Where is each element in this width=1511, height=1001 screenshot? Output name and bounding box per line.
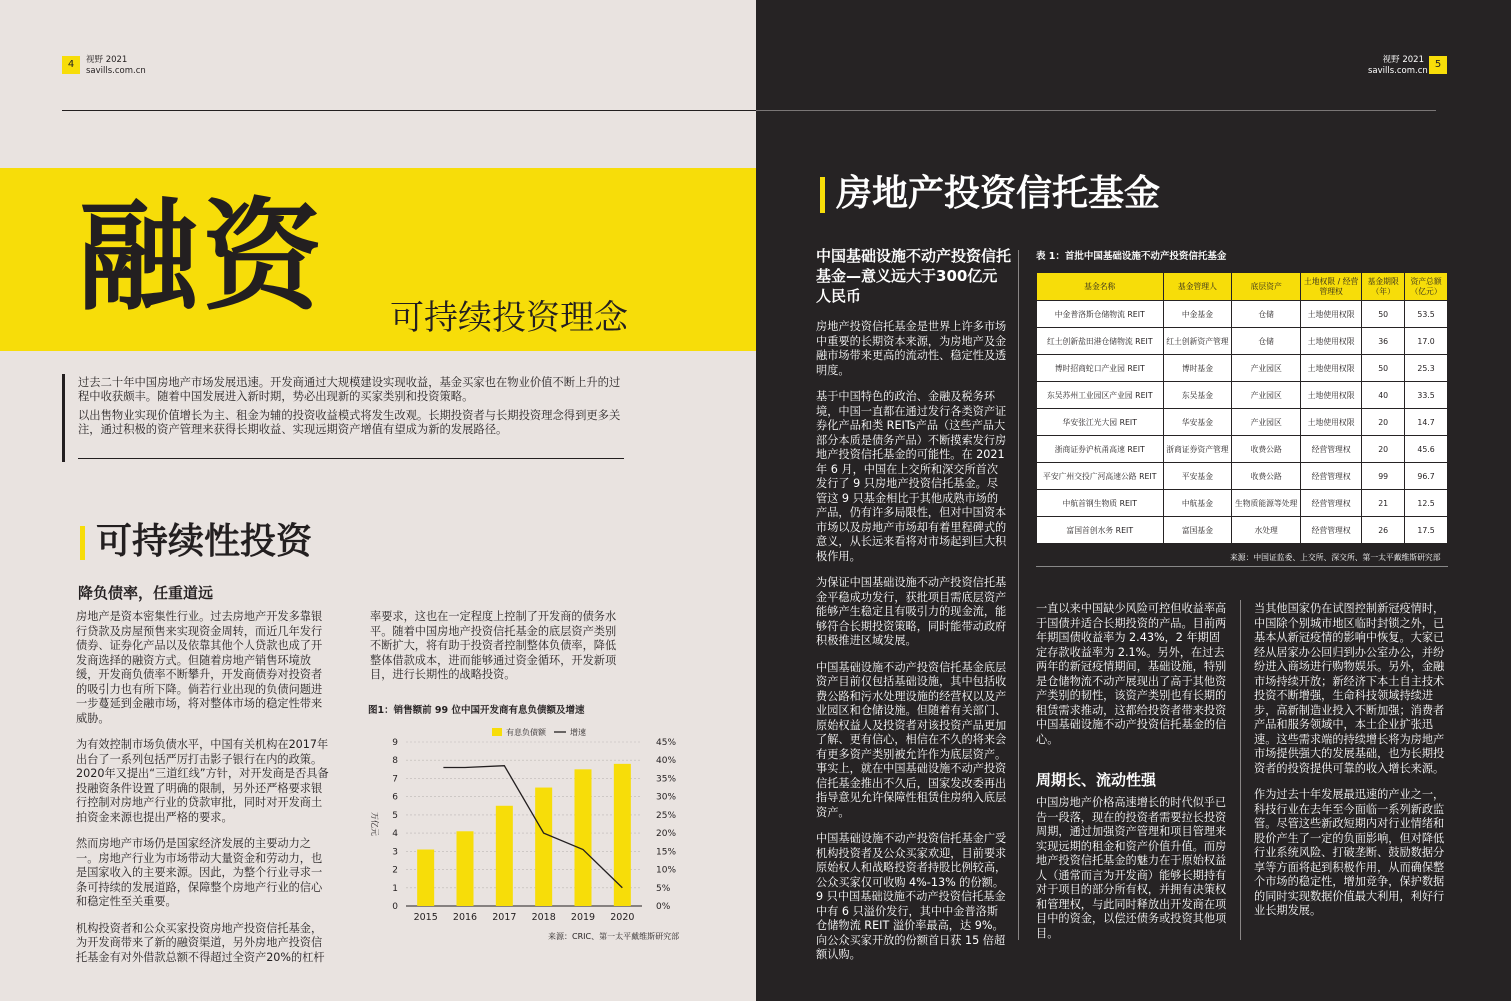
legend-swatch-bar [492, 728, 502, 736]
section-marker [820, 177, 825, 213]
table-cell: 土地使用权限 [1301, 382, 1362, 409]
bar [614, 764, 631, 906]
table-row [1037, 490, 1448, 517]
paragraph: 率要求，这也在一定程度上控制了开发商的债务水平。随着中国房地产投资信托基金的底层资产类别不断扩大，将有助于投资者控制整体负债率，降低整体借款成本，进而能够通过资金循环，开发新项目，进行长期性的战略投资。 [370, 610, 617, 681]
table-rule [1036, 566, 1448, 567]
table-cell: 华安张江光大园 REIT [1037, 409, 1164, 436]
table-cell: 50 [1362, 355, 1405, 382]
table-cell: 土地使用权限 [1301, 301, 1362, 328]
x-tick-label: 2017 [492, 912, 517, 923]
paragraph: 作为过去十年发展最迅速的产业之一，科技行业在去年至今面临一系列新政监管。尽管这些新政短期内对行业情绪和股价产生了一定的负面影响，但对降低行业系统风险、打破垄断、鼓励数据分享等方面将起到积极作用，从而确保整个市场的稳定性，增加竞争，保护数据的同时实现数据价值最大利用，利好行业长期发展。 [1254, 788, 1445, 917]
x-tick-label: 2015 [413, 912, 438, 923]
paragraph: 当其他国家仍在试图控制新冠疫情时，中国除个别城市地区临时封锁之外，已基本从新冠疫情的影响中恢复。大家已经从居家办公回归到办公室办公，并纷纷进入商场进行购物娱乐。另外，金融市场持续开放；新经济下本土自主技术投资不断增强，生命科技领域持续进步，高新制造业投入不断加强；消费者产品和服务领域中，本土企业扩张迅速。这些需求端的持续增长将为房地产市场提供强大的发展基础，也为长期投资者的投资提供可靠的收入增长来源。 [1254, 602, 1445, 775]
y-tick-label: 1 [392, 883, 398, 894]
header-rule [756, 110, 1436, 111]
paragraph: 房地产投资信托基金是世界上许多市场中重要的长期资本来源，为房地产及金融市场带来更高的流动性、稳定性及透明度。 [816, 320, 1007, 377]
table-cell: 99 [1362, 463, 1405, 490]
table-cell: 东吴基金 [1163, 382, 1232, 409]
table-cell: 中航首钢生物质 REIT [1037, 490, 1164, 517]
x-tick-label: 2020 [610, 912, 635, 923]
y2-tick-label: 35% [656, 774, 677, 785]
table-row [1037, 517, 1448, 544]
table-cell: 中金普洛斯仓储物流 REIT [1037, 301, 1164, 328]
text-column-3 [1254, 602, 1446, 931]
y2-tick-label: 10% [656, 865, 677, 876]
table-cell: 17.0 [1405, 328, 1448, 355]
table-row [1037, 355, 1448, 382]
table-cell: 红土创新资产管理 [1163, 328, 1232, 355]
table-cell: 平安基金 [1163, 463, 1232, 490]
table-body [1037, 301, 1448, 544]
legend-label: 有息负债额 [506, 728, 546, 737]
y-tick-label: 6 [392, 792, 398, 803]
table-cell: 生物质能源等处理 [1232, 490, 1301, 517]
header-magazine: 视野 2021 [86, 55, 128, 65]
y2-tick-label: 20% [656, 829, 677, 840]
header-rule [62, 110, 756, 111]
y-tick-label: 7 [392, 774, 398, 785]
x-tick-label: 2016 [452, 912, 478, 923]
page-number: 4 [62, 56, 80, 74]
table-cell: 21 [1362, 490, 1405, 517]
section-title: 房地产投资信托基金 [836, 173, 1161, 214]
table-cell: 土地使用权限 [1301, 355, 1362, 382]
table-row [1037, 436, 1448, 463]
paragraph: 然而房地产市场仍是国家经济发展的主要动力之一。房地产行业为市场带动大量资金和劳动力，也是国家收入的主要来源。因此，为整个行业寻求一条可持续的发展道路，保障整个房地产行业的信心和稳定性至关重要。 [76, 837, 323, 908]
y2-tick-label: 45% [656, 738, 677, 748]
text-column-1 [76, 610, 332, 977]
table-cell: 53.5 [1405, 301, 1448, 328]
table-cell: 经营管理权 [1301, 517, 1362, 544]
column-rule [1018, 250, 1019, 940]
reit-table [1036, 272, 1448, 544]
table-header-cell: 土地权限 / 经营管理权 [1301, 273, 1362, 301]
bar [496, 806, 513, 906]
intro-bar [62, 374, 65, 462]
table-cell: 浙商证券资产管理 [1163, 436, 1232, 463]
table-cell: 富国首创水务 REIT [1037, 517, 1164, 544]
y-tick-label: 8 [392, 756, 398, 767]
section-marker [80, 526, 85, 560]
text-column-2b [1036, 796, 1228, 953]
y-axis-label: 万亿元 [370, 812, 379, 836]
paragraph: 一直以来中国缺少风险可控但收益率高于国债并适合长期投资的产品。目前两年期国债收益率为 2.43%，2 年期固定存款收益率为 2.1%。另外，在过去两年的新冠疫情期间，基础设施，特别是仓储物流不动产展现出了高于其他资产类别的韧性，该资产类别也有长期的租赁需求推动，这都给投资者带来投资中国基础设施不动产投资信托基金的信心。 [1036, 602, 1227, 746]
paragraph: 机构投资者和公众买家投资房地产投资信托基金，为开发商带来了新的融资渠道，另外房地产投资信托基金有对外借款总额不得超过全资产20%的杠杆 [76, 921, 325, 964]
table-header-cell: 基金管理人 [1163, 273, 1232, 301]
paragraph: 为有效控制市场负债水平，中国有关机构在2017年出台了一系列包括严厉打击影子银行在内的政策。2020年又提出“三道红线”方针，对开发商是否具备投融资条件设置了明确的限制，另外还严格要求银行控制对房地产行业的贷款审批，同时对开发商土拍资金来源也提出严格的要求。 [76, 738, 329, 824]
table-cell: 红土创新盐田港仓储物流 REIT [1037, 328, 1164, 355]
table-cell: 45.6 [1405, 436, 1448, 463]
table-cell: 20 [1362, 409, 1405, 436]
table-cell: 33.5 [1405, 382, 1448, 409]
table-cell: 中航基金 [1163, 490, 1232, 517]
table-cell: 水处理 [1232, 517, 1301, 544]
table-cell: 20 [1362, 436, 1405, 463]
paragraph: 基于中国特色的政治、金融及税务环境，中国一直都在通过发行各类资产证券化产品和类 REITs产品（这些产品大部分本质是债务产品）不断摸索发行房地产投资信托基金的可能性。在 2021 年 6 月，中国在上交所和深交所首次发行了 9 只房地产投资信托基金。尽管这 9 只基金相比于其他成熟市场的产品，仍有许多局限性，但对中国资本市场以及房地产市场却有着里程碑式的意义，从长远来看将对市场起到巨大积极作用。 [816, 390, 1007, 563]
y-tick-label: 4 [392, 829, 398, 840]
table-source: 来源：中国证监委、上交所、深交所、第一太平戴维斯研究部 [1230, 553, 1441, 562]
text-column-1 [816, 320, 1008, 975]
table-cell: 博时基金 [1163, 355, 1232, 382]
table-title: 表 1：首批中国基础设施不动产投资信托基金 [1036, 251, 1227, 262]
y2-tick-label: 15% [656, 847, 677, 858]
table-cell: 华安基金 [1163, 409, 1232, 436]
header-website: savills.com.cn [1368, 66, 1428, 76]
table-header-cell: 资产总额（亿元） [1405, 273, 1448, 301]
table-header-cell: 基金期限（年） [1362, 273, 1405, 301]
table-cell: 仓储 [1232, 301, 1301, 328]
table-cell: 26 [1362, 517, 1405, 544]
debt-chart [364, 720, 694, 930]
table-row [1037, 463, 1448, 490]
y2-tick-label: 40% [656, 756, 677, 767]
y2-tick-label: 5% [656, 883, 671, 894]
paragraph: 为保证中国基础设施不动产投资信托基金平稳成功发行，获批项目需底层资产能够产生稳定且有吸引力的现金流，能够符合长期投资策略，同时能带动政府积极推进区域发展。 [816, 576, 1007, 647]
subheading: 降负债率，任重道远 [78, 584, 214, 602]
y-tick-label: 9 [392, 738, 398, 748]
bar [457, 831, 474, 906]
figure-source: 来源：CRIC、第一太平戴维斯研究部 [548, 932, 680, 941]
bar [417, 850, 434, 906]
table-cell: 收费公路 [1232, 463, 1301, 490]
bar [575, 769, 592, 906]
paragraph: 房地产是资本密集性行业。过去房地产开发多靠银行贷款及房屋预售来实现资金周转，而近几年发行债券、证券化产品以及依靠其他个人贷款也成了开发商选择的融资方式。但随着房地产销售环境放缓，开发商负债率不断攀升，开发商债券对投资者的吸引力也有所下降。倘若行业出现的负债问题进一步蔓延到金融市场，将对整体市场的稳定性带来威胁。 [76, 610, 323, 725]
text-column-2 [1036, 602, 1228, 759]
y-tick-label: 5 [392, 810, 398, 821]
paragraph: 中国基础设施不动产投资信托基金底层资产目前仅包括基础设施，其中包括收费公路和污水处理设施的经营权以及产业园区和仓储设施。但随着有关部门、原始权益人及投资者对该投资产品更加了解、更有信心，相信在不久的将来会有更多资产类别被允许作为底层资产。事实上，就在中国基础设施不动产投资信托基金推出不久后，国家发改委再出指导意见允许保障性租赁住房纳入底层资产。 [816, 660, 1007, 819]
page-header [86, 55, 146, 77]
column-rule [1240, 600, 1241, 940]
y2-tick-label: 0% [656, 902, 671, 912]
table-header-cell: 底层资产 [1232, 273, 1301, 301]
table-cell: 博时招商蛇口产业园 REIT [1037, 355, 1164, 382]
table-cell: 经营管理权 [1301, 436, 1362, 463]
intro-rule [78, 458, 624, 459]
table-cell: 浙商证券沪杭甬高速 REIT [1037, 436, 1164, 463]
table-cell: 96.7 [1405, 463, 1448, 490]
x-tick-label: 2018 [531, 912, 556, 923]
table-cell: 东吴苏州工业园区产业园 REIT [1037, 382, 1164, 409]
table-cell: 12.5 [1405, 490, 1448, 517]
intro-paragraph: 过去二十年中国房地产市场发展迅速。开发商通过大规模建设实现收益，基金买家也在物业价值不断上升的过程中收获颇丰。随着中国发展进入新时期，势必出现新的买家类别和投资策略。 [78, 376, 621, 403]
y-tick-label: 3 [392, 847, 398, 858]
subheading: 中国基础设施不动产投资信托基金—意义远大于300亿元人民币 [816, 247, 1012, 305]
table-cell: 36 [1362, 328, 1405, 355]
table-cell: 经营管理权 [1301, 463, 1362, 490]
page-header [1368, 55, 1428, 77]
table-cell: 50 [1362, 301, 1405, 328]
page-subtitle: 可持续投资理念 [390, 298, 628, 338]
intro [78, 376, 626, 442]
page-number: 5 [1429, 56, 1447, 74]
paragraph: 中国基础设施不动产投资信托基金广受机构投资者及公众买家欢迎，目前要求原始权人和战略投资者持股比例较高，公众买家仅可收购 4%-13% 的份额。9 只中国基础设施不动产投资信托基金中有 6 只溢价发行，其中中金普洛斯仓储物流 REIT 溢价率最高，达 9%。向公众买家开放的份额首日获 15 倍超额认购。 [816, 832, 1007, 961]
table-header-row [1037, 273, 1448, 301]
table-cell: 经营管理权 [1301, 490, 1362, 517]
header-website: savills.com.cn [86, 66, 146, 76]
table-cell: 产业园区 [1232, 409, 1301, 436]
table-cell: 收费公路 [1232, 436, 1301, 463]
table-cell: 土地使用权限 [1301, 409, 1362, 436]
table-cell: 仓储 [1232, 328, 1301, 355]
table-cell: 产业园区 [1232, 355, 1301, 382]
table-cell: 25.3 [1405, 355, 1448, 382]
table-cell: 富国基金 [1163, 517, 1232, 544]
table-row [1037, 409, 1448, 436]
subheading: 周期长、流动性强 [1036, 771, 1157, 789]
y2-tick-label: 25% [656, 810, 677, 821]
intro-paragraph: 以出售物业实现价值增长为主、租金为辅的投资收益模式将发生改观。长期投资者与长期投资理念得到更多关注，通过积极的资产管理来获得长期收益、实现远期资产增值有望成为新的发展路径。 [78, 409, 621, 436]
section-title: 可持续性投资 [96, 521, 313, 562]
page-title: 融资 [78, 188, 326, 327]
table-cell: 土地使用权限 [1301, 328, 1362, 355]
legend-label: 增速 [570, 728, 586, 737]
table-row [1037, 328, 1448, 355]
bar [535, 788, 552, 906]
table-header-cell: 基金名称 [1037, 273, 1164, 301]
figure-title: 图1：销售额前 99 位中国开发商有息负债额及增速 [368, 705, 585, 716]
paragraph: 中国房地产价格高速增长的时代似乎已告一段落，现在的投资者需要拉长投资周期，通过加强资产管理和项目管理来实现远期的租金和资产价值升值。而房地产投资信托基金的魅力在于原始权益人（通常而言为开发商）能够长期持有对于项目的部分所有权，并拥有决策权和管理权，与此同时释放出开发商在项目中的资金，以偿还债务或投资其他项目。 [1036, 796, 1227, 940]
table-cell: 14.7 [1405, 409, 1448, 436]
x-tick-label: 2019 [570, 912, 596, 923]
y-tick-label: 2 [392, 865, 398, 876]
table-cell: 17.5 [1405, 517, 1448, 544]
table-cell: 中金基金 [1163, 301, 1232, 328]
table-cell: 40 [1362, 382, 1405, 409]
table-row [1037, 301, 1448, 328]
y-tick-label: 0 [392, 902, 398, 912]
table-row [1037, 382, 1448, 409]
table-cell: 产业园区 [1232, 382, 1301, 409]
header-magazine: 视野 2021 [1382, 55, 1424, 65]
table-cell: 平安广州交投广河高速公路 REIT [1037, 463, 1164, 490]
text-column-2 [370, 610, 620, 695]
y2-tick-label: 30% [656, 792, 677, 803]
